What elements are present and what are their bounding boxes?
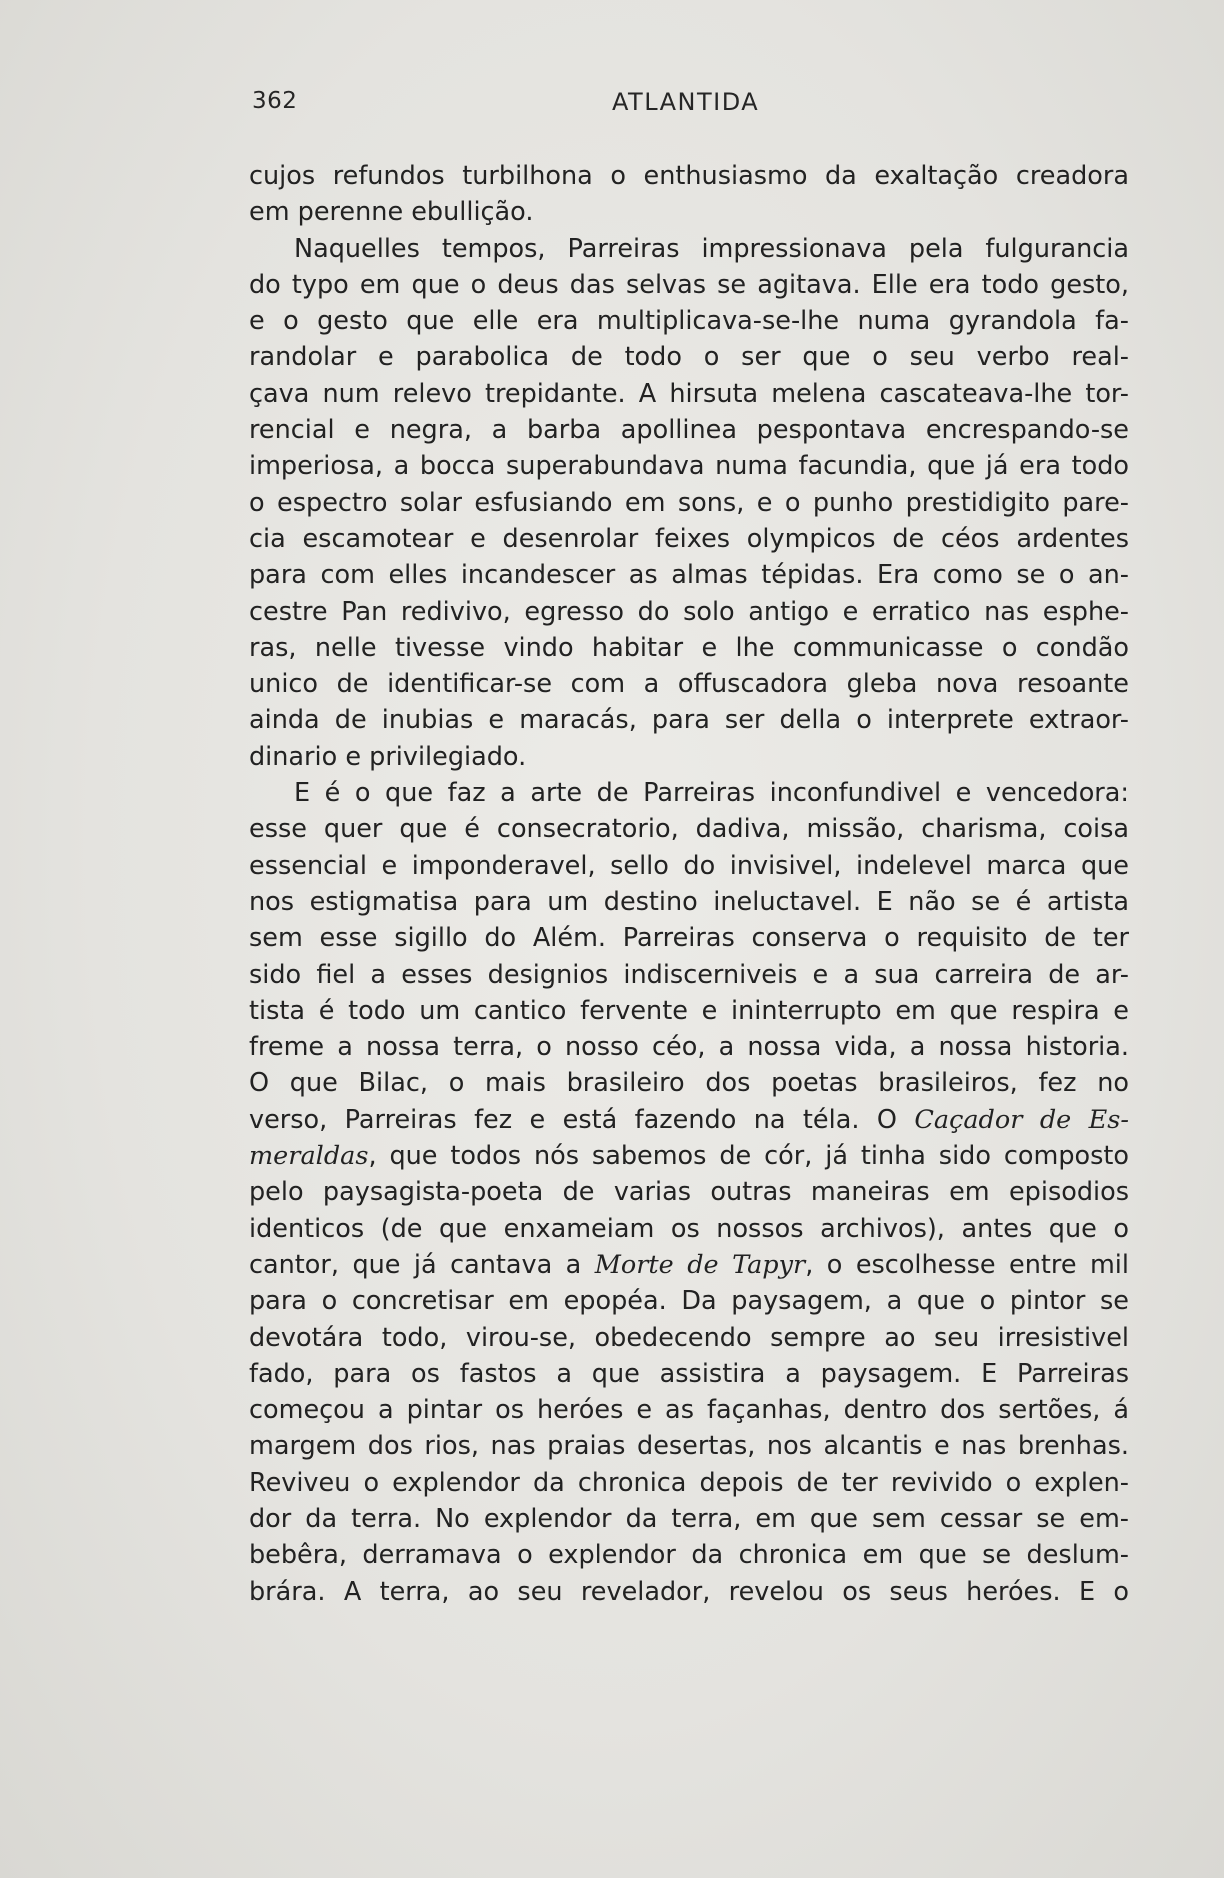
text-line xyxy=(249,1211,1129,1247)
line-text: Reviveu o explendor da chronica depois de ter revivido o explen- xyxy=(249,1467,1129,1498)
text-line xyxy=(249,1537,1129,1573)
line-text: essencial e imponderavel, sello do invisivel, indelevel marca que xyxy=(249,850,1129,881)
line-text: do typo em que o deus das selvas se agitava. Elle era todo gesto, xyxy=(249,269,1129,300)
text-line xyxy=(249,1574,1129,1610)
line-text: sem esse sigillo do Além. Parreiras conserva o requisito de ter xyxy=(249,923,1129,954)
text-line xyxy=(249,848,1129,884)
line-text: margem dos rios, nas praias desertas, nos alcantis e nas brenhas. xyxy=(249,1431,1129,1462)
text-line xyxy=(249,267,1129,303)
text-line xyxy=(249,1138,1129,1174)
line-text: pelo paysagista-poeta de varias outras maneiras em episodios xyxy=(249,1177,1129,1208)
body-text xyxy=(249,158,1129,1610)
italic-title-text: Morte de Tapyr xyxy=(594,1249,806,1280)
text-line xyxy=(249,1174,1129,1210)
line-text: cestre Pan redivivo, egresso do solo antigo e erratico nas esphe- xyxy=(249,596,1129,627)
italic-title-text: Caçador de Es- xyxy=(914,1104,1129,1135)
line-text: em perenne ebullição. xyxy=(249,197,534,228)
text-line xyxy=(249,485,1129,521)
text-line xyxy=(249,1465,1129,1501)
text-line xyxy=(249,811,1129,847)
text-line xyxy=(249,666,1129,702)
line-text: e o gesto que elle era multiplicava-se-lhe numa gyrandola fa- xyxy=(249,306,1129,337)
line-text: dor da terra. No explendor da terra, em que sem cessar se em- xyxy=(249,1503,1129,1534)
text-line xyxy=(249,1428,1129,1464)
text-line xyxy=(249,884,1129,920)
line-text: dinario e privilegiado. xyxy=(249,741,527,772)
line-text: esse quer que é consecratorio, dadiva, missão, charisma, coisa xyxy=(249,814,1129,845)
line-text: fado, para os fastos a que assistira a paysagem. E Parreiras xyxy=(249,1358,1129,1389)
line-text: cujos refundos turbilhona o enthusiasmo da exaltação creadora xyxy=(249,161,1129,191)
line-text: verso, Parreiras fez e está fazendo na téla. O xyxy=(249,1104,915,1135)
line-text: começou a pintar os heróes e as façanhas, dentro dos sertões, á xyxy=(249,1395,1129,1426)
text-line xyxy=(249,1392,1129,1428)
line-text: ras, nelle tivesse vindo habitar e lhe communicasse o condão xyxy=(249,632,1129,663)
line-text: identicos (de que enxameiam os nossos archivos), antes que o xyxy=(249,1213,1129,1244)
text-line xyxy=(249,739,1129,775)
line-text: nos estigmatisa para um destino ineluctavel. E não se é artista xyxy=(249,886,1129,917)
text-line xyxy=(249,702,1129,738)
text-line xyxy=(249,1501,1129,1537)
text-line xyxy=(249,412,1129,448)
text-line xyxy=(249,448,1129,484)
text-line xyxy=(249,957,1129,993)
italic-title-text: meraldas xyxy=(249,1141,369,1172)
line-text: para o concretisar em epopéa. Da paysagem, a que o pintor se xyxy=(249,1286,1129,1317)
text-line xyxy=(249,1029,1129,1065)
text-line xyxy=(249,158,1129,194)
line-text: para com elles incandescer as almas tépidas. Era como se o an- xyxy=(249,560,1129,591)
line-text: cantor, que já cantava a xyxy=(249,1249,595,1280)
text-line xyxy=(249,1283,1129,1319)
text-line xyxy=(249,339,1129,375)
text-line xyxy=(249,630,1129,666)
line-text: çava num relevo trepidante. A hirsuta melena cascateava-lhe tor- xyxy=(249,378,1129,409)
line-text: Naquelles tempos, Parreiras impressionava pela fulgurancia xyxy=(294,233,1129,264)
text-line xyxy=(249,775,1129,811)
text-line xyxy=(249,993,1129,1029)
line-text: brára. A terra, ao seu revelador, revelou os seus heróes. E o xyxy=(249,1576,1129,1607)
text-line xyxy=(249,194,1129,230)
running-title: ATLANTIDA xyxy=(612,88,760,116)
text-line xyxy=(249,376,1129,412)
line-text: ainda de inubias e maracás, para ser della o interprete extraor- xyxy=(249,705,1129,736)
line-text: E é o que faz a arte de Parreiras inconfundivel e vencedora: xyxy=(294,778,1129,809)
text-line xyxy=(249,1320,1129,1356)
text-line xyxy=(249,920,1129,956)
text-line xyxy=(249,594,1129,630)
line-text: bebêra, derramava o explendor da chronica em que se deslum- xyxy=(249,1540,1129,1571)
line-text: sido fiel a esses designios indiscerniveis e a sua carreira de ar- xyxy=(249,959,1129,990)
line-text: , o escolhesse entre mil xyxy=(805,1249,1129,1280)
text-line xyxy=(249,1065,1129,1101)
line-text: devotára todo, virou-se, obedecendo sempre ao seu irresistivel xyxy=(249,1322,1129,1353)
text-line xyxy=(249,231,1129,267)
page-number: 362 xyxy=(252,88,298,114)
text-line xyxy=(249,521,1129,557)
text-line xyxy=(249,1247,1129,1283)
line-text: tista é todo um cantico fervente e ininterrupto em que respira e xyxy=(249,995,1129,1026)
line-text: imperiosa, a bocca superabundava numa facundia, que já era todo xyxy=(249,451,1129,482)
line-text: , que todos nós sabemos de cór, já tinha sido composto xyxy=(368,1141,1129,1172)
line-text: freme a nossa terra, o nosso céo, a nossa vida, a nossa historia. xyxy=(249,1032,1129,1063)
line-text: cia escamotear e desenrolar feixes olympicos de céos ardentes xyxy=(249,523,1129,554)
text-line xyxy=(249,1356,1129,1392)
text-line xyxy=(249,1102,1129,1138)
line-text: randolar e parabolica de todo o ser que o seu verbo real- xyxy=(249,342,1129,373)
text-line xyxy=(249,303,1129,339)
line-text: unico de identificar-se com a offuscadora gleba nova resoante xyxy=(249,669,1129,700)
text-line xyxy=(249,557,1129,593)
page-header xyxy=(252,88,1136,128)
line-text: o espectro solar esfusiando em sons, e o punho prestidigito pare- xyxy=(249,487,1129,518)
line-text: rencial e negra, a barba apollinea pespontava encrespando-se xyxy=(249,415,1129,446)
line-text: O que Bilac, o mais brasileiro dos poetas brasileiros, fez no xyxy=(249,1068,1129,1099)
